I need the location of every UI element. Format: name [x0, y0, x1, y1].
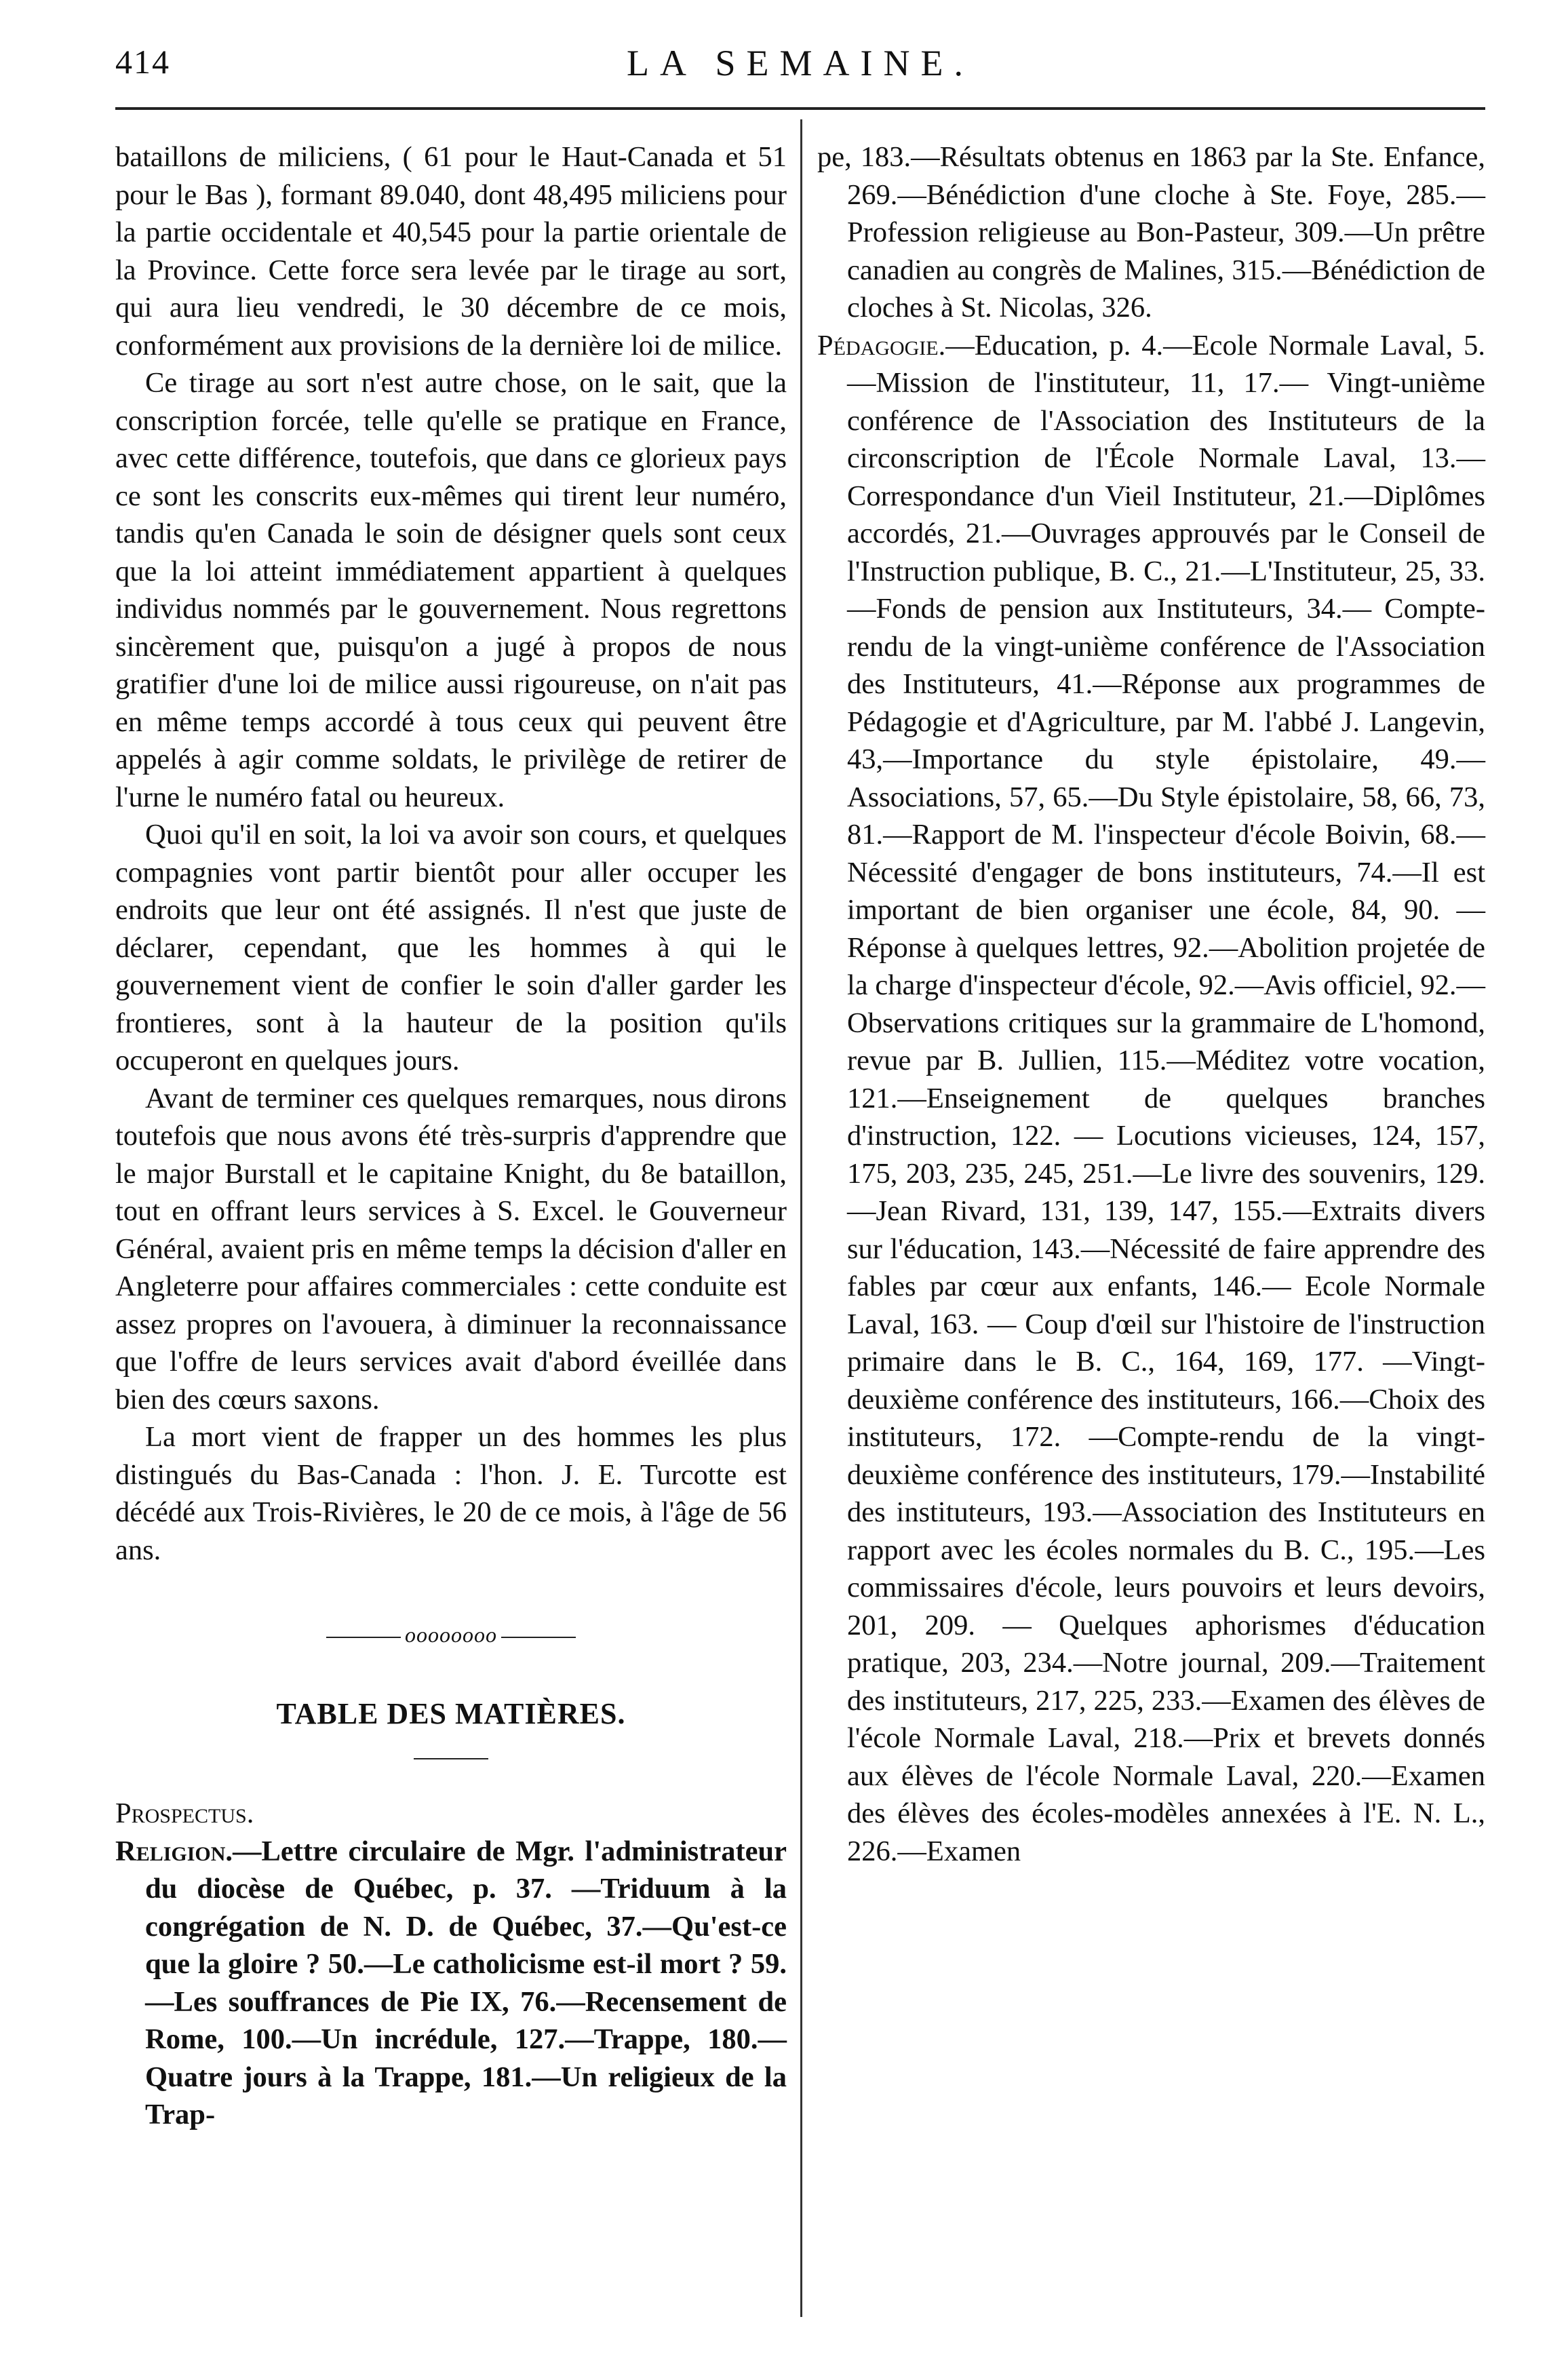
right-column: [817, 138, 1485, 1870]
toc-heading: Pédagogie.: [817, 329, 946, 362]
section-ornament: [115, 1616, 787, 1654]
page-number: 414: [115, 43, 170, 81]
section-title: TABLE DES MATIÈRES.: [276, 1696, 626, 1730]
journal-title: LA SEMAINE.: [627, 43, 974, 83]
ornament-rule: [326, 1637, 401, 1638]
toc-heading: Prospectus.: [115, 1797, 254, 1829]
left-column: [115, 138, 787, 2134]
toc-heading: Religion.: [115, 1835, 233, 1867]
running-head: [115, 42, 1485, 96]
column-divider: [800, 119, 802, 2317]
toc-entry-text: —Education, p. 4.—Ecole Normale Laval, 5.—Mission de l'instituteur, 11, 17.— Vingt-unième conférence de l'Association des Instituteurs de la circonscription de l'École Normale Laval, 13.—Correspondance d'un Vieil Instituteur, 21.—Diplômes accordés, 21.—Ouvrages approuvés par le Conseil de l'Instruction publique, B. C., 21.—L'Instituteur, 25, 33.—Fonds de pension aux Instituteurs, 34.— Compte-rendu de la vingt-unième conférence de l'Association des Instituteurs, 41.—Réponse aux programmes de Pédagogie et d'Agriculture, par M. l'abbé J. Langevin, 43,—Importance du style épistolaire, 49.—Associations, 57, 65.—Du Style épistolaire, 58, 66, 73, 81.—Rapport de M. l'inspecteur d'école Boivin, 68.—Nécessité d'engager de bons instituteurs, 74.—Il est important de bien organiser une école, 84, 90. —Réponse à quelques lettres, 92.—Abolition projetée de la charge d'inspecteur d'école, 92.—Avis officiel, 92.—Observations critiques sur la grammaire de L'homond, revue par B. Jullien, 115.—Méditez votre vocation, 121.—Enseignement de quelques branches d'instruction, 122. — Locutions vicieuses, 124, 157, 175, 203, 235, 245, 251.—Le livre des souvenirs, 129.—Jean Rivard, 131, 139, 147, 155.—Extraits divers sur l'éducation, 143.—Nécessité de faire apprendre des fables par cœur aux enfants, 146.— Ecole Normale Laval, 163. — Coup d'œil sur l'histoire de l'instruction primaire dans le B. C., 164, 169, 177. —Vingt-deuxième conférence des instituteurs, 166.—Choix des instituteurs, 172. —Compte-rendu de la vingt-deuxième conférence des instituteurs, 179.—Instabilité des instituteurs, 193.—Association des Instituteurs en rapport avec les écoles normales du B. C., 195.—Les commissaires d'école, leurs pouvoirs et leurs devoirs, 201, 209. — Quelques aphorismes d'éducation pratique, 203, 234.—Notre journal, 209.—Traitement des instituteurs, 217, 225, 233.—Examen des élèves de l'école Normale Laval, 218.—Prix et brevets donnés aux élèves de l'école Normale Laval, 220.—Examen des élèves des écoles-modèles annexées à l'E. N. L., 226.—Examen: [847, 329, 1485, 1867]
toc-entry-religion-continued: pe, 183.—Résultats obtenus en 1863 par la Ste. Enfance, 269.—Bénédiction d'une cloche à Ste. Foye, 285.—Profession religieuse au Bon-Pasteur, 309.—Un prêtre canadien au congrès de Malines, 315.—Bénédiction de cloches à St. Nicolas, 326.: [817, 141, 1485, 324]
article-paragraph: Avant de terminer ces quelques remarques, nous dirons toutefois que nous avons été très-surpris d'apprendre que le major Burstall et le capitaine Knight, du 8e bataillon, tout en offrant leurs services à S. Excel. le Gouverneur Général, avaient pris en même temps la décision d'aller en Angleterre pour affaires commerciales : cette conduite est assez propres on l'avouera, à diminuer la reconnaissance que l'offre de leurs services avait d'abord éveillée dans bien des cœurs saxons.: [115, 1082, 787, 1416]
article-paragraph: Ce tirage au sort n'est autre chose, on le sait, que la conscription forcée, telle qu'elle se pratique en France, avec cette différence, toutefois, que dans ce glorieux pays ce sont les conscrits eux-mêmes qui tirent leur numéro, tandis qu'en Canada le soin de désigner quels sont ceux que la loi atteint immédiatement appartient à quelques individus nommés par le gouvernement. Nous regrettons sincèrement que, puisqu'on a jugé à propos de nous gratifier d'une loi de milice aussi rigoureuse, on n'ait pas en même temps accordé à tous ceux qui peuvent être appelés à agir comme soldats, le privilège de retirer de l'urne le numéro fatal ou heureux.: [115, 367, 787, 813]
article-paragraph: Quoi qu'il en soit, la loi va avoir son cours, et quelques compagnies vont partir bientôt pour aller occuper les endroits que leur ont été assignés. Il n'est que juste de déclarer, cependant, que les hommes à qui le gouvernement vient de confier le soin d'aller garder les frontieres, sont à la hauteur de la position qu'ils occuperont en quelques jours.: [115, 819, 787, 1076]
ornament-text: oooooooo: [405, 1622, 497, 1647]
header-rule: [115, 107, 1485, 110]
toc-entry-religion: [115, 1833, 787, 2134]
toc-entry-pedagogie: [817, 327, 1485, 1871]
toc-entry-text: —Lettre circulaire de Mgr. l'administrateur du diocèse de Québec, p. 37. —Triduum à la congrégation de N. D. de Québec, 37.—Qu'est-ce que la gloire ? 50.—Le catholicisme est-il mort ? 59.—Les souffrances de Pie IX, 76.—Recensement de Rome, 100.—Un incrédule, 127.—Trappe, 180.—Quatre jours à la Trappe, 181.—Un religieux de la Trap-: [145, 1835, 787, 2130]
article-paragraph: bataillons de miliciens, ( 61 pour le Haut-Canada et 51 pour le Bas ), formant 89.040, dont 48,495 miliciens pour la partie occidentale et 40,545 pour la partie orientale de la Province. Cette force sera levée par le tirage au sort, qui aura lieu vendredi, le 30 décembre de ce mois, conformément aux provisions de la dernière loi de milice.: [115, 141, 787, 362]
ornament-rule: [501, 1637, 576, 1638]
title-rule: [414, 1758, 488, 1759]
article-paragraph: La mort vient de frapper un des hommes les plus distingués du Bas-Canada : l'hon. J. E. Turcotte est décédé aux Trois-Rivières, le 20 de ce mois, à l'âge de 56 ans.: [115, 1421, 787, 1566]
toc-entry-prospectus: [115, 1795, 787, 1833]
